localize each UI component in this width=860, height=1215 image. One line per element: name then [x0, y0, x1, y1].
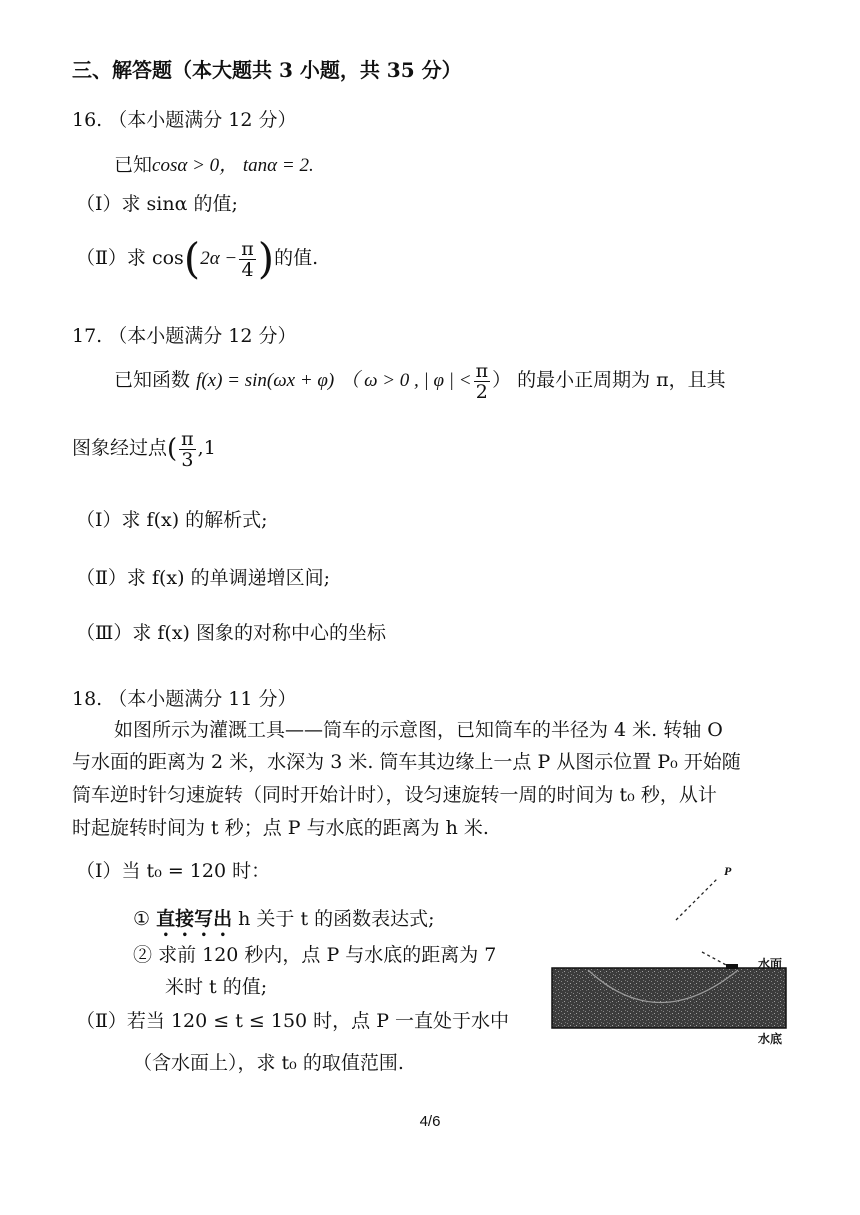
q17-part3-text: 求 f(x) 图象的对称中心的坐标 [132, 622, 386, 644]
q18-part2 [76, 1008, 509, 1034]
figure-label-p: P [724, 864, 732, 878]
q18-part1 [76, 858, 270, 884]
q18-sub1-emphasis: 直接写出 [156, 908, 233, 930]
q18-part1-text: 当 t₀ = 120 时： [121, 860, 271, 882]
q17-score: （本小题满分 12 分） [108, 325, 297, 347]
q16-part2-prefix: 求 cos [126, 247, 184, 269]
q17-part3 [76, 620, 386, 646]
q16-part1 [76, 191, 238, 217]
q16-number: 16. [72, 109, 103, 131]
water-wheel-figure [548, 860, 798, 1050]
q16-part2-suffix: 的值. [274, 247, 319, 269]
q17-condition-fraction [474, 361, 491, 402]
q17-given [114, 360, 726, 402]
q18-paragraph-line4: 时起旋转时间为 t 秒；点 P 与水底的距离为 h 米. [72, 817, 489, 839]
q17-given-prefix: 已知函数 [114, 369, 191, 391]
left-paren: ( [183, 234, 201, 283]
q18-paragraph-line3: 筒车逆时针匀速旋转（同时开始计时），设匀速旋转一周的时间为 t₀ 秒，从计 [72, 784, 717, 806]
q18-sub1-text: h 关于 t 的函数表达式; [232, 908, 435, 930]
q16-part2-inner: 2α − [200, 248, 238, 269]
water-body [552, 968, 786, 1028]
q16-given-math: cosα > 0， tanα = 2. [152, 155, 314, 176]
q17-header [72, 323, 297, 349]
q18-part2-text-1: 若当 120 ≤ t ≤ 150 时，点 P 一直处于水中 [126, 1010, 510, 1032]
figure-label-surface: 水面 [758, 957, 783, 971]
figure-label-bottom: 水底 [758, 1032, 783, 1046]
fraction-numerator: π [475, 359, 489, 382]
q17-point-fraction [179, 429, 196, 470]
q18-sub2-text-1: 求前 120 秒内，点 P 与水底的距离为 7 [158, 944, 497, 966]
q18-header [72, 686, 297, 712]
q18-sub2-line1 [133, 942, 496, 968]
fraction-denominator: 3 [181, 448, 194, 471]
p0-marker [726, 964, 738, 969]
q17-part1 [76, 507, 268, 533]
right-paren: ) [257, 234, 275, 283]
q17-point-suffix: ,1 [197, 437, 216, 459]
q17-line2-prefix: 图象经过点 [72, 437, 168, 459]
q17-condition-left: （ ω > 0 , | φ | < [340, 370, 472, 391]
fraction-numerator: π [241, 237, 254, 260]
fraction-denominator: 2 [475, 380, 488, 403]
q17-number: 17. [72, 325, 103, 347]
q16-part2 [76, 234, 319, 283]
section-title: 三、解答题（本大题共 3 小题，共 35 分） [72, 58, 462, 82]
q18-sub1-marker: ① [133, 908, 151, 930]
radius-dashed-line [676, 878, 718, 920]
q18-part1-label: （Ⅰ） [76, 860, 122, 882]
q16-score: （本小题满分 12 分） [108, 109, 297, 131]
q18-sub2-marker: ② [133, 944, 153, 966]
q16-given [114, 152, 314, 179]
q18-score: （本小题满分 11 分） [108, 688, 297, 710]
q17-given-suffix: 的最小正周期为 π，且其 [517, 369, 726, 391]
left-paren: ( [167, 434, 178, 464]
q16-part1-text: 求 sinα 的值; [121, 193, 238, 215]
q16-given-prefix: 已知 [114, 154, 153, 176]
q18-part2-label: （Ⅱ） [76, 1010, 127, 1032]
q16-header [72, 107, 297, 133]
page-number: 4/6 [419, 1113, 441, 1130]
q18-paragraph-line2: 与水面的距离为 2 米，水深为 3 米. 筒车其边缘上一点 P 从图示位置 P₀ 开始随 [72, 751, 741, 773]
fraction-numerator: π [181, 427, 194, 450]
q16-part2-label: （Ⅱ） [76, 247, 127, 269]
q18-sub1 [133, 906, 435, 941]
q17-part2-label: （Ⅱ） [76, 567, 127, 589]
q17-part1-label: （Ⅰ） [76, 509, 122, 531]
q17-part1-text: 求 f(x) 的解析式; [121, 509, 268, 531]
q17-part2-text: 求 f(x) 的单调递增区间; [126, 567, 330, 589]
q17-line2 [72, 428, 216, 470]
q17-part2 [76, 565, 330, 591]
q17-part3-label: （Ⅲ） [76, 622, 133, 644]
q18-part2-line2: （含水面上），求 t₀ 的取值范围. [133, 1052, 404, 1074]
q17-condition-right: ） [492, 369, 512, 391]
p0-dashed-line [702, 952, 728, 966]
q16-part1-label: （Ⅰ） [76, 193, 122, 215]
q18-paragraph-line1: 如图所示为灌溉工具——筒车的示意图，已知筒车的半径为 4 米. 转轴 O [114, 719, 723, 741]
q17-function: f(x) = sin(ωx + φ) [196, 370, 335, 391]
fraction-denominator: 4 [241, 258, 254, 281]
q18-sub2-line2: 米时 t 的值; [165, 976, 268, 998]
q16-part2-fraction [239, 239, 256, 280]
q18-number: 18. [72, 688, 103, 710]
